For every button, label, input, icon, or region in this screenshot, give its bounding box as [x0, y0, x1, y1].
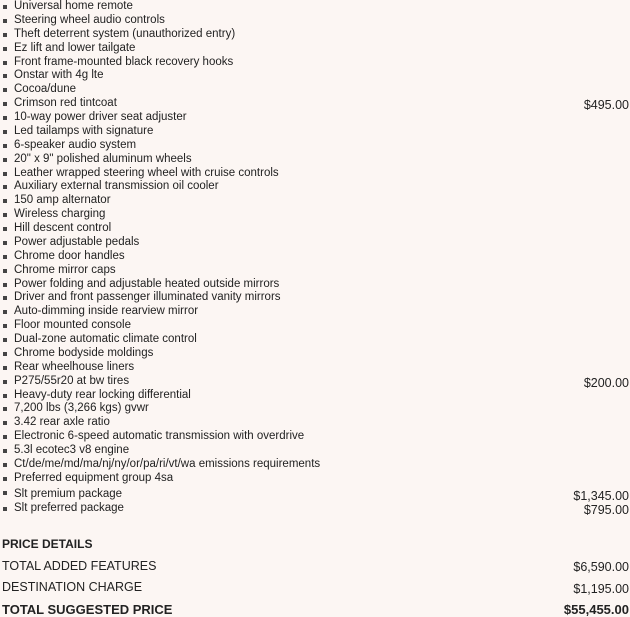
feature-item [0, 389, 630, 403]
bullet-icon [3, 185, 7, 189]
feature-item [0, 180, 630, 194]
feature-item [0, 472, 630, 486]
feature-item [0, 278, 630, 292]
feature-item [0, 0, 630, 14]
bullet-icon [3, 74, 7, 78]
feature-item [0, 194, 630, 208]
feature-item [0, 347, 630, 361]
feature-item [0, 486, 630, 502]
bullet-icon [3, 407, 7, 411]
feature-item [0, 153, 630, 167]
bullet-icon [3, 241, 7, 245]
feature-label: Chrome bodyside moldings [14, 346, 154, 359]
feature-item [0, 458, 630, 472]
feature-label: Cocoa/dune [14, 83, 77, 96]
feature-item [0, 222, 630, 236]
feature-label: Preferred equipment group 4sa [14, 471, 174, 484]
feature-label: Power adjustable pedals [14, 235, 140, 248]
feature-price: $1,345.00 [573, 488, 629, 503]
feature-label: Floor mounted console [14, 319, 131, 332]
bullet-icon [3, 199, 7, 203]
feature-item [0, 56, 630, 70]
feature-label: Ez lift and lower tailgate [14, 41, 136, 54]
feature-label: 10-way power driver seat adjuster [14, 111, 187, 123]
bullet-icon [3, 310, 7, 314]
feature-label: Electronic 6-speed automatic transmission with overdrive [14, 430, 305, 443]
feature-item [0, 264, 630, 278]
feature-label: Crimson red tintcoat [14, 97, 117, 110]
total-suggested-price-value: $55,455.00 [563, 602, 629, 617]
feature-item [0, 361, 630, 375]
feature-item [0, 42, 630, 56]
bullet-icon [3, 324, 7, 328]
bullet-icon [3, 158, 7, 162]
feature-label: Auxiliary external transmission oil cooler [14, 180, 219, 193]
destination-charge-value: $1,195.00 [573, 582, 629, 596]
feature-label: P275/55r20 at bw tires [14, 374, 130, 387]
feature-label: Chrome door handles [14, 249, 125, 262]
bullet-icon [3, 283, 7, 287]
feature-label: Ct/de/me/md/ma/nj/ny/or/pa/ri/vt/wa emissions requirements [14, 457, 321, 470]
feature-label: Heavy-duty rear locking differential [14, 388, 191, 401]
feature-label: Power folding and adjustable heated outside mirrors [14, 277, 280, 290]
feature-item [0, 375, 630, 389]
feature-item [0, 250, 630, 264]
bullet-icon [3, 88, 7, 92]
feature-label: Slt premium package [14, 487, 123, 500]
price-details-heading: PRICE DETAILS [2, 537, 93, 551]
feature-item [0, 83, 630, 97]
feature-item [0, 208, 630, 222]
feature-label: Led tailamps with signature [14, 124, 154, 137]
feature-item [0, 430, 630, 444]
feature-label: 6-speaker audio system [14, 138, 137, 151]
feature-label: Slt preferred package [14, 501, 124, 514]
bullet-icon [3, 366, 7, 370]
feature-label: 7,200 lbs (3,266 kgs) gvwr [14, 402, 149, 415]
feature-label: 3.42 rear axle ratio [14, 416, 110, 429]
feature-item [0, 236, 630, 250]
bullet-icon [3, 352, 7, 356]
feature-label: Steering wheel audio controls [14, 13, 165, 26]
bullet-icon [3, 435, 7, 439]
bullet-icon [3, 5, 7, 9]
feature-label: 150 amp alternator [14, 194, 111, 207]
feature-label: Dual-zone automatic climate control [14, 333, 197, 345]
feature-price: $200.00 [583, 375, 629, 390]
bullet-icon [3, 269, 7, 273]
bullet-icon [3, 380, 7, 384]
feature-item [0, 14, 630, 28]
bullet-icon [3, 421, 7, 425]
feature-item [0, 111, 630, 125]
feature-label: Front frame-mounted black recovery hooks [14, 55, 234, 68]
feature-label: 5.3l ecotec3 v8 engine [14, 444, 130, 456]
feature-label: Hill descent control [14, 222, 112, 234]
bullet-icon [3, 47, 7, 51]
feature-item [0, 167, 630, 181]
bullet-icon [3, 255, 7, 259]
bullet-icon [3, 102, 7, 106]
feature-price: $495.00 [583, 98, 629, 113]
bullet-icon [3, 213, 7, 217]
bullet-icon [3, 33, 7, 37]
feature-item [0, 319, 630, 333]
feature-label: Auto-dimming inside rearview mirror [14, 305, 199, 318]
feature-price: $795.00 [583, 502, 629, 517]
bullet-icon [3, 227, 7, 231]
feature-label: Chrome mirror caps [14, 263, 116, 276]
bullet-icon [3, 116, 7, 120]
bullet-icon [3, 507, 7, 511]
feature-item [0, 28, 630, 42]
feature-label: Wireless charging [14, 208, 106, 221]
bullet-icon [3, 491, 7, 495]
feature-item [0, 402, 630, 416]
feature-item [0, 125, 630, 139]
feature-label: Universal home remote [14, 0, 133, 12]
bullet-icon [3, 449, 7, 453]
bullet-icon [3, 130, 7, 134]
bullet-icon [3, 61, 7, 65]
bullet-icon [3, 19, 7, 23]
bullet-icon [3, 338, 7, 342]
feature-item [0, 333, 630, 347]
feature-label: Driver and front passenger illuminated vanity mirrors [14, 291, 281, 304]
feature-item [0, 502, 630, 516]
total-suggested-price-label: TOTAL SUGGESTED PRICE [2, 602, 173, 617]
feature-label: 20" x 9" polished aluminum wheels [14, 152, 192, 165]
bullet-icon [3, 477, 7, 481]
bullet-icon [3, 296, 7, 300]
feature-item [0, 444, 630, 458]
bullet-icon [3, 463, 7, 467]
feature-label: Onstar with 4g lte [14, 69, 104, 82]
feature-label: Rear wheelhouse liners [14, 360, 135, 373]
feature-item [0, 97, 630, 111]
feature-item [0, 305, 630, 319]
feature-item [0, 291, 630, 305]
feature-label: Theft deterrent system (unauthorized entry) [14, 27, 236, 40]
feature-item [0, 139, 630, 153]
feature-item [0, 69, 630, 83]
feature-label: Leather wrapped steering wheel with cruise controls [14, 166, 279, 179]
destination-charge-label: DESTINATION CHARGE [2, 580, 143, 594]
total-added-features-label: TOTAL ADDED FEATURES [2, 559, 157, 573]
bullet-icon [3, 394, 7, 398]
bullet-icon [3, 144, 7, 148]
total-added-features-value: $6,590.00 [573, 560, 629, 574]
bullet-icon [3, 172, 7, 176]
feature-item [0, 416, 630, 430]
